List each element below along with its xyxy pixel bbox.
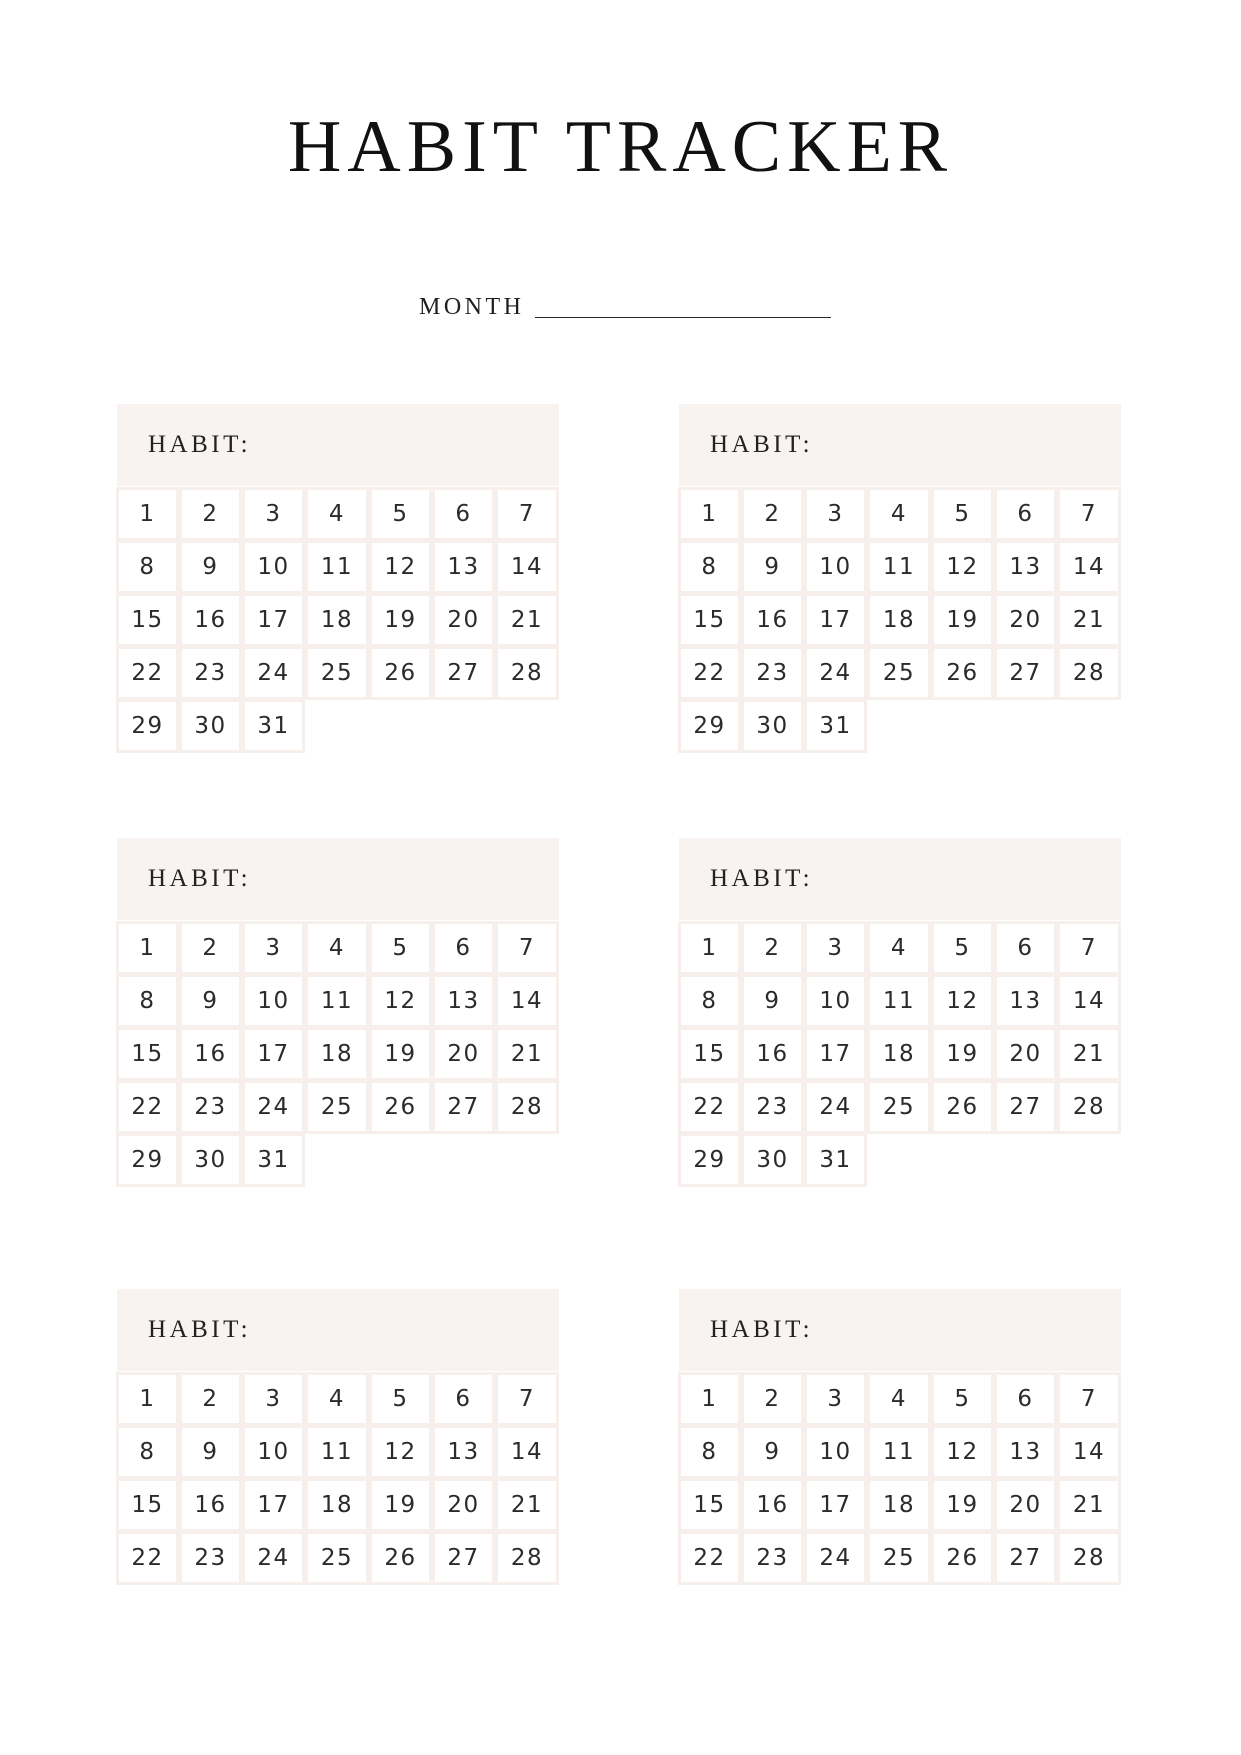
- day-cell[interactable]: 24: [242, 646, 305, 700]
- day-cell[interactable]: 8: [116, 540, 179, 594]
- habit-tracker-2: [679, 404, 1121, 753]
- day-cell[interactable]: 4: [305, 1372, 369, 1426]
- day-grid: [117, 486, 559, 753]
- day-cell[interactable]: 14: [1057, 540, 1121, 594]
- day-cell[interactable]: 19: [931, 1478, 994, 1532]
- day-cell[interactable]: 14: [1057, 1425, 1121, 1479]
- day-cell[interactable]: 18: [867, 1478, 931, 1532]
- day-cell[interactable]: 18: [867, 1027, 931, 1081]
- month-label: MONTH: [419, 294, 525, 320]
- day-cell[interactable]: 17: [804, 593, 867, 647]
- day-cell[interactable]: 3: [804, 487, 867, 541]
- day-cell[interactable]: 24: [804, 646, 867, 700]
- day-cell[interactable]: 19: [369, 593, 432, 647]
- day-cell[interactable]: 7: [1057, 487, 1121, 541]
- day-cell[interactable]: 7: [495, 487, 559, 541]
- day-cell[interactable]: 22: [116, 1531, 179, 1585]
- day-grid: [679, 1371, 1121, 1585]
- day-cell[interactable]: 12: [369, 974, 432, 1028]
- day-cell[interactable]: 31: [242, 699, 305, 753]
- day-cell[interactable]: 7: [495, 921, 559, 975]
- day-cell[interactable]: 8: [116, 974, 179, 1028]
- day-cell[interactable]: 20: [994, 1478, 1057, 1532]
- day-cell[interactable]: 20: [432, 1478, 495, 1532]
- day-cell[interactable]: 23: [741, 1531, 804, 1585]
- day-cell[interactable]: 3: [242, 487, 305, 541]
- day-cell[interactable]: 6: [432, 921, 495, 975]
- day-grid: [679, 920, 1121, 1187]
- day-cell[interactable]: 16: [741, 1027, 804, 1081]
- habit-header[interactable]: [117, 1289, 559, 1371]
- day-cell[interactable]: 1: [116, 921, 179, 975]
- day-cell[interactable]: 10: [242, 1425, 305, 1479]
- day-cell[interactable]: 16: [741, 1478, 804, 1532]
- day-cell[interactable]: 5: [931, 487, 994, 541]
- day-cell[interactable]: 28: [1057, 646, 1121, 700]
- day-cell[interactable]: 16: [741, 593, 804, 647]
- day-cell[interactable]: 27: [432, 1531, 495, 1585]
- day-cell[interactable]: 27: [994, 646, 1057, 700]
- day-cell[interactable]: 9: [179, 1425, 242, 1479]
- day-cell[interactable]: 25: [305, 1531, 369, 1585]
- day-cell[interactable]: 17: [242, 1027, 305, 1081]
- day-cell[interactable]: 26: [369, 1531, 432, 1585]
- day-cell[interactable]: 2: [741, 1372, 804, 1426]
- day-cell[interactable]: 23: [179, 1080, 242, 1134]
- day-cell[interactable]: 26: [369, 1080, 432, 1134]
- habit-tracker-3: [117, 838, 559, 1187]
- day-cell[interactable]: 13: [994, 540, 1057, 594]
- day-cell[interactable]: 22: [116, 646, 179, 700]
- day-cell[interactable]: 9: [741, 1425, 804, 1479]
- day-cell[interactable]: 5: [931, 1372, 994, 1426]
- day-cell[interactable]: 30: [179, 699, 242, 753]
- day-cell[interactable]: 31: [804, 699, 867, 753]
- day-cell[interactable]: 3: [804, 921, 867, 975]
- day-cell[interactable]: 5: [369, 1372, 432, 1426]
- day-cell[interactable]: 14: [495, 974, 559, 1028]
- day-cell[interactable]: 12: [931, 1425, 994, 1479]
- day-cell[interactable]: 18: [305, 1478, 369, 1532]
- day-cell[interactable]: 14: [495, 540, 559, 594]
- day-cell[interactable]: 30: [741, 699, 804, 753]
- day-cell[interactable]: 13: [994, 1425, 1057, 1479]
- day-cell[interactable]: 4: [867, 487, 931, 541]
- day-cell[interactable]: 27: [432, 646, 495, 700]
- day-cell[interactable]: 9: [741, 974, 804, 1028]
- day-cell[interactable]: 3: [804, 1372, 867, 1426]
- day-cell[interactable]: 23: [741, 646, 804, 700]
- day-cell[interactable]: 30: [179, 1133, 242, 1187]
- day-cell[interactable]: 6: [994, 487, 1057, 541]
- day-cell[interactable]: 31: [242, 1133, 305, 1187]
- day-cell[interactable]: 7: [1057, 921, 1121, 975]
- day-cell[interactable]: 4: [867, 921, 931, 975]
- day-cell[interactable]: 3: [242, 1372, 305, 1426]
- day-cell[interactable]: 18: [867, 593, 931, 647]
- day-cell[interactable]: 15: [678, 1027, 741, 1081]
- day-grid: [679, 486, 1121, 753]
- day-cell[interactable]: 28: [495, 1080, 559, 1134]
- day-cell[interactable]: 15: [678, 593, 741, 647]
- day-cell[interactable]: 21: [1057, 593, 1121, 647]
- day-cell[interactable]: 25: [305, 1080, 369, 1134]
- day-cell[interactable]: 12: [931, 540, 994, 594]
- day-cell[interactable]: 24: [804, 1080, 867, 1134]
- day-cell[interactable]: 17: [242, 1478, 305, 1532]
- day-cell[interactable]: 1: [678, 1372, 741, 1426]
- habit-tracker-6: [679, 1289, 1121, 1585]
- day-cell[interactable]: 7: [1057, 1372, 1121, 1426]
- day-cell[interactable]: 11: [867, 1425, 931, 1479]
- day-cell[interactable]: 11: [305, 540, 369, 594]
- day-cell[interactable]: 1: [116, 1372, 179, 1426]
- day-cell[interactable]: 20: [432, 1027, 495, 1081]
- day-cell[interactable]: 10: [242, 974, 305, 1028]
- day-cell[interactable]: 19: [931, 593, 994, 647]
- habit-header[interactable]: [117, 838, 559, 920]
- habit-tracker-1: [117, 404, 559, 753]
- day-cell[interactable]: 9: [179, 974, 242, 1028]
- day-cell[interactable]: 17: [242, 593, 305, 647]
- habit-label: HABIT:: [710, 865, 814, 892]
- day-cell[interactable]: 29: [116, 1133, 179, 1187]
- day-cell[interactable]: 20: [994, 593, 1057, 647]
- day-cell[interactable]: 4: [305, 487, 369, 541]
- day-cell[interactable]: 23: [179, 1531, 242, 1585]
- habit-header[interactable]: [679, 404, 1121, 486]
- day-cell[interactable]: 25: [867, 1531, 931, 1585]
- day-cell[interactable]: 24: [242, 1080, 305, 1134]
- day-cell[interactable]: 16: [179, 1027, 242, 1081]
- day-cell[interactable]: 12: [931, 974, 994, 1028]
- day-cell[interactable]: 6: [432, 487, 495, 541]
- day-grid: [117, 1371, 559, 1585]
- day-cell[interactable]: 18: [305, 593, 369, 647]
- day-cell[interactable]: 16: [179, 593, 242, 647]
- day-cell[interactable]: 9: [741, 540, 804, 594]
- habit-header[interactable]: [117, 404, 559, 486]
- day-cell[interactable]: 5: [369, 921, 432, 975]
- day-cell[interactable]: 11: [867, 974, 931, 1028]
- day-cell[interactable]: 8: [116, 1425, 179, 1479]
- habit-header[interactable]: [679, 1289, 1121, 1371]
- day-cell[interactable]: 16: [179, 1478, 242, 1532]
- day-cell[interactable]: 26: [931, 1531, 994, 1585]
- day-cell[interactable]: 2: [741, 487, 804, 541]
- day-cell[interactable]: 13: [432, 974, 495, 1028]
- day-cell[interactable]: 15: [116, 593, 179, 647]
- day-cell[interactable]: 18: [305, 1027, 369, 1081]
- day-cell[interactable]: 30: [741, 1133, 804, 1187]
- day-cell[interactable]: 5: [369, 487, 432, 541]
- habit-label: HABIT:: [710, 431, 814, 458]
- day-cell[interactable]: 14: [495, 1425, 559, 1479]
- day-cell[interactable]: 10: [804, 1425, 867, 1479]
- day-cell[interactable]: 27: [432, 1080, 495, 1134]
- day-cell[interactable]: 5: [931, 921, 994, 975]
- day-cell[interactable]: 1: [678, 487, 741, 541]
- day-cell[interactable]: 26: [931, 1080, 994, 1134]
- day-cell[interactable]: 27: [994, 1531, 1057, 1585]
- day-cell[interactable]: 15: [678, 1478, 741, 1532]
- day-cell[interactable]: 27: [994, 1080, 1057, 1134]
- day-cell[interactable]: 19: [369, 1027, 432, 1081]
- day-cell[interactable]: 8: [678, 540, 741, 594]
- day-cell[interactable]: 20: [432, 593, 495, 647]
- day-cell[interactable]: 6: [994, 921, 1057, 975]
- habit-tracker-5: [117, 1289, 559, 1585]
- day-cell[interactable]: 26: [369, 646, 432, 700]
- day-cell[interactable]: 9: [179, 540, 242, 594]
- day-cell[interactable]: 21: [495, 593, 559, 647]
- day-cell[interactable]: 3: [242, 921, 305, 975]
- day-cell[interactable]: 22: [678, 1531, 741, 1585]
- day-cell[interactable]: 22: [116, 1080, 179, 1134]
- day-cell[interactable]: 1: [116, 487, 179, 541]
- day-cell[interactable]: 25: [867, 646, 931, 700]
- day-cell[interactable]: 22: [678, 1080, 741, 1134]
- day-cell[interactable]: 8: [678, 1425, 741, 1479]
- day-cell[interactable]: 11: [305, 1425, 369, 1479]
- day-cell[interactable]: 15: [116, 1027, 179, 1081]
- month-field[interactable]: [419, 286, 831, 322]
- page-title: HABIT TRACKER: [287, 106, 954, 188]
- habit-label: HABIT:: [148, 431, 252, 458]
- day-cell[interactable]: 25: [305, 646, 369, 700]
- day-cell[interactable]: 14: [1057, 974, 1121, 1028]
- day-cell[interactable]: 1: [678, 921, 741, 975]
- day-cell[interactable]: 19: [369, 1478, 432, 1532]
- day-cell[interactable]: 29: [678, 1133, 741, 1187]
- habit-tracker-4: [679, 838, 1121, 1187]
- day-cell[interactable]: 29: [678, 699, 741, 753]
- day-cell[interactable]: 10: [804, 974, 867, 1028]
- day-cell[interactable]: 4: [305, 921, 369, 975]
- day-cell[interactable]: 22: [678, 646, 741, 700]
- day-cell[interactable]: 26: [931, 646, 994, 700]
- day-cell[interactable]: 10: [804, 540, 867, 594]
- day-cell[interactable]: 21: [1057, 1478, 1121, 1532]
- day-cell[interactable]: 2: [179, 1372, 242, 1426]
- day-cell[interactable]: 24: [242, 1531, 305, 1585]
- day-cell[interactable]: 28: [495, 1531, 559, 1585]
- day-cell[interactable]: 21: [495, 1478, 559, 1532]
- day-cell[interactable]: 29: [116, 699, 179, 753]
- day-cell[interactable]: 7: [495, 1372, 559, 1426]
- day-cell[interactable]: 2: [741, 921, 804, 975]
- day-cell[interactable]: 4: [867, 1372, 931, 1426]
- day-grid: [117, 920, 559, 1187]
- day-cell[interactable]: 12: [369, 540, 432, 594]
- day-cell[interactable]: 13: [432, 1425, 495, 1479]
- day-cell[interactable]: 6: [432, 1372, 495, 1426]
- day-cell[interactable]: 28: [1057, 1080, 1121, 1134]
- day-cell[interactable]: 21: [1057, 1027, 1121, 1081]
- day-cell[interactable]: 12: [369, 1425, 432, 1479]
- day-cell[interactable]: 25: [867, 1080, 931, 1134]
- day-cell[interactable]: 2: [179, 487, 242, 541]
- day-cell[interactable]: 13: [432, 540, 495, 594]
- day-cell[interactable]: 8: [678, 974, 741, 1028]
- day-cell[interactable]: 28: [1057, 1531, 1121, 1585]
- day-cell[interactable]: 20: [994, 1027, 1057, 1081]
- day-cell[interactable]: 2: [179, 921, 242, 975]
- day-cell[interactable]: 23: [741, 1080, 804, 1134]
- day-cell[interactable]: 19: [931, 1027, 994, 1081]
- day-cell[interactable]: 28: [495, 646, 559, 700]
- habit-label: HABIT:: [148, 1316, 252, 1343]
- day-cell[interactable]: 21: [495, 1027, 559, 1081]
- habit-label: HABIT:: [710, 1316, 814, 1343]
- day-cell[interactable]: 11: [867, 540, 931, 594]
- day-cell[interactable]: 11: [305, 974, 369, 1028]
- month-input-line[interactable]: [535, 317, 831, 318]
- day-cell[interactable]: 23: [179, 646, 242, 700]
- habit-label: HABIT:: [148, 865, 252, 892]
- day-cell[interactable]: 17: [804, 1027, 867, 1081]
- habit-header[interactable]: [679, 838, 1121, 920]
- day-cell[interactable]: 31: [804, 1133, 867, 1187]
- day-cell[interactable]: 13: [994, 974, 1057, 1028]
- day-cell[interactable]: 15: [116, 1478, 179, 1532]
- day-cell[interactable]: 6: [994, 1372, 1057, 1426]
- day-cell[interactable]: 17: [804, 1478, 867, 1532]
- day-cell[interactable]: 24: [804, 1531, 867, 1585]
- day-cell[interactable]: 10: [242, 540, 305, 594]
